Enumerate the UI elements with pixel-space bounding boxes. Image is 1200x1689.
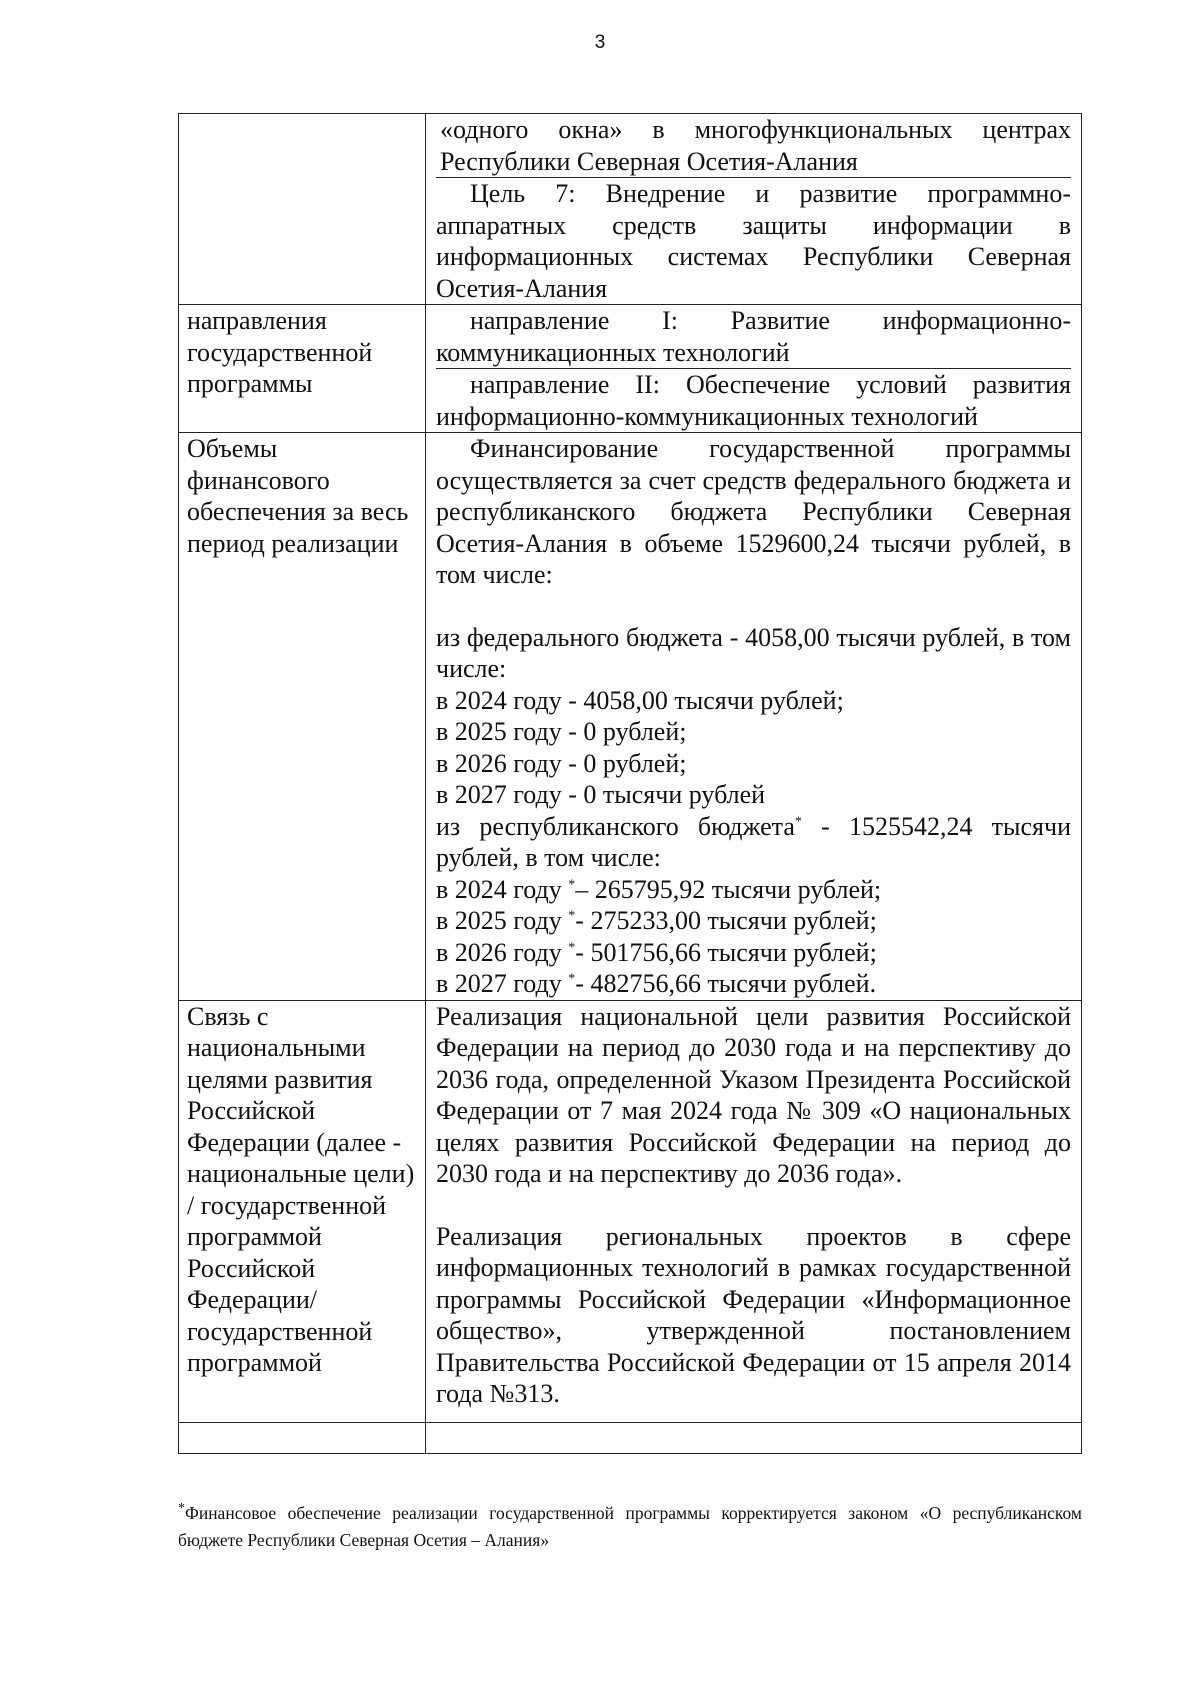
row-content <box>426 114 1082 305</box>
row-content <box>426 305 1082 433</box>
footnote: *Финансовое обеспечение реализации государственной программы корректируется законом «О республиканском бюджете Республики Северная Осетия – Алания» <box>178 1501 1082 1550</box>
row-label: Связь с национальными целями развития Российской Федерации (далее - национальные цели) / государственной программой Российской Федерации/ государственной программой <box>179 1000 426 1422</box>
passport-table <box>178 113 1082 1454</box>
federal-year-2025: в 2025 году - 0 рублей; <box>436 717 687 746</box>
row-label: направления государственной программы <box>179 305 426 433</box>
goal-7: Цель 7: Внедрение и развитие программно-аппаратных средств защиты информации в информационных системах Республики Северная Осетия-Алания <box>436 179 1071 303</box>
financing-intro: Финансирование государственной программы осуществляется за счет средств федерального бюджета и республиканского бюджета Республики Северная Осетия-Алания в объеме 1529600,24 тысячи рублей, в том числе: <box>436 434 1071 589</box>
regional-projects-text: Реализация региональных проектов в сфере информационных технологий в рамках государственной программы Российской Федерации «Информационное общество», утвержденной постановлением Правительства Российской Федерации от 15 апреля 2014 года №313. <box>436 1221 1071 1408</box>
footnote-mark: * <box>794 813 802 829</box>
table-row <box>179 433 1082 1001</box>
federal-year-2024: в 2024 году - 4058,00 тысячи рублей; <box>436 685 844 715</box>
federal-year-2026: в 2026 году - 0 рублей; <box>436 748 687 778</box>
row-label: Объемы финансового обеспечения за весь период реализации <box>179 433 426 1001</box>
direction-1: направление I: Развитие информационно-коммуникационных технологий <box>436 305 1071 369</box>
row-content <box>426 433 1082 1001</box>
republic-year-2024: в 2024 году *– 265795,92 тысячи рублей; <box>436 874 882 904</box>
federal-budget-head: из федерального бюджета - 4058,00 тысячи рублей, в том числе: <box>436 622 1071 683</box>
table-row <box>179 1422 1082 1453</box>
direction-2: направление II: Обеспечение условий развития информационно-коммуникационных технологий <box>436 370 1071 431</box>
row-label <box>179 114 426 305</box>
republic-year-2026: в 2026 году *- 501756,66 тысячи рублей; <box>436 937 877 967</box>
empty-cell <box>426 1422 1082 1453</box>
national-goal-text: Реализация национальной цели развития Российской Федерации на период до 2030 года и на перспективу до 2036 года, определенной Указом Президента Российской Федерации от 7 мая 2024 года № 309 «О национальных целях развития Российской Федерации на период до 2030 года и на перспективу до 2036 года». <box>436 1001 1071 1188</box>
goal-continuation: «одного окна» в многофункциональных центрах Республики Северная Осетия-Алания <box>436 114 1071 178</box>
table-row <box>179 305 1082 433</box>
republic-year-2025: в 2025 году *- 275233,00 тысячи рублей; <box>436 906 877 935</box>
row-content <box>426 1000 1082 1422</box>
table-row <box>179 114 1082 305</box>
federal-year-2027: в 2027 году - 0 тысячи рублей <box>436 780 766 809</box>
page-number: 3 <box>594 32 606 53</box>
republic-budget-head: из республиканского бюджета* - 1525542,24 тысячи рублей, в том числе: <box>436 811 1071 872</box>
republic-year-2027: в 2027 году *- 482756,66 тысячи рублей. <box>436 969 877 998</box>
table-row <box>179 1000 1082 1422</box>
empty-cell <box>179 1422 426 1453</box>
